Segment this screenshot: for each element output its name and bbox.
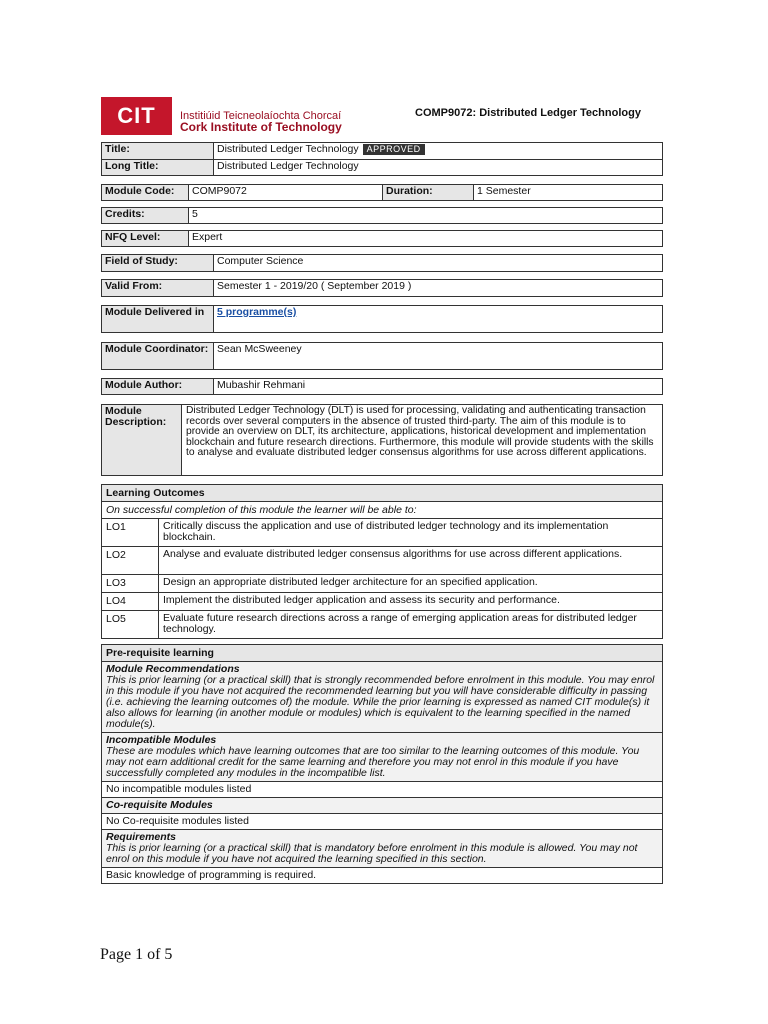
- description-value: Distributed Ledger Technology (DLT) is used for processing, validating and authenticating transaction records over several computers in the absence of trusted third-party. The aim of this module is to provide an overview on DLT, its architecture, applications, historical development and implementation blockchain and future research directions. Furthermore, this module will provide students with the skills to analyse and evaluate distributed ledger consensus algorithms for use across different applications.: [186, 405, 654, 458]
- lo-row: [102, 547, 662, 575]
- learning-outcomes-intro: On successful completion of this module the learner will be able to:: [102, 502, 662, 519]
- recommendations-block: [102, 662, 662, 733]
- recommendations-body: This is prior learning (or a practical skill) that is strongly recommended before enrolment in this module. You may enrol in this module if you have not acquired the recommended learning but you will have considerable difficulty in passing (i.e. achieving the learning outcomes of) the module. While the prior learning is expressed as named CIT module(s) it also allows for learning (in another module or modules) which is equivalent to the learning specified in the named module(s).: [106, 674, 655, 730]
- coordinator-value: Sean McSweeney: [217, 343, 302, 355]
- nfq-row: [101, 230, 663, 247]
- prerequisites-heading: Pre-requisite learning: [102, 645, 662, 662]
- author-row: [101, 378, 663, 395]
- nfq-value: Expert: [192, 231, 223, 243]
- description-label: Module Description:: [102, 405, 182, 475]
- requirements-value: Basic knowledge of programming is required.: [106, 869, 317, 881]
- field-of-study-row: [101, 254, 663, 272]
- field-of-study-label: Field of Study:: [102, 255, 214, 271]
- lo-row: [102, 575, 662, 593]
- status-badge: APPROVED: [363, 144, 425, 155]
- institution-name-english: Cork Institute of Technology: [180, 120, 342, 134]
- lo-code: LO5: [102, 611, 159, 638]
- field-of-study-value: Computer Science: [217, 255, 304, 267]
- institution-name-irish: Institiúid Teicneolaíochta Chorcaí: [180, 110, 342, 122]
- lo-code: LO1: [102, 519, 159, 546]
- long-title-value: Distributed Ledger Technology: [217, 159, 359, 172]
- duration-value: 1 Semester: [477, 185, 531, 197]
- lo-text: Evaluate future research directions across a range of emerging application areas for distributed ledger technology.: [163, 612, 637, 635]
- author-label: Module Author:: [102, 379, 214, 394]
- title-block: [101, 142, 663, 176]
- coordinator-row: [101, 342, 663, 370]
- duration-label: Duration:: [382, 185, 474, 200]
- lo-text: Implement the distributed ledger application and assess its security and performance.: [163, 594, 560, 606]
- credits-label: Credits:: [102, 208, 189, 223]
- lo-text: Analyse and evaluate distributed ledger consensus algorithms for use across different applications.: [163, 548, 623, 560]
- recommendations-title: Module Recommendations: [106, 663, 240, 675]
- cit-logo: CIT: [101, 97, 172, 135]
- requirements-title: Requirements: [106, 831, 177, 843]
- author-value: Mubashir Rehmani: [217, 379, 306, 391]
- lo-row: [102, 519, 662, 547]
- programmes-link[interactable]: 5 programme(s): [217, 306, 297, 318]
- institution-name: [180, 111, 342, 133]
- corequisite-block: [102, 798, 662, 814]
- long-title-label: Long Title:: [102, 160, 214, 175]
- module-code-label: Module Code:: [102, 185, 189, 200]
- page-number: Page 1 of 5: [100, 946, 173, 963]
- module-code-value: COMP9072: [192, 185, 247, 197]
- incompatible-value: No incompatible modules listed: [102, 782, 662, 798]
- lo-code: LO4: [102, 593, 159, 610]
- lo-code: LO3: [102, 575, 159, 592]
- corequisite-value: No Co-requisite modules listed: [102, 814, 662, 830]
- requirements-body: This is prior learning (or a practical skill) that is mandatory before enrolment in this module is allowed. You may not enrol on this module if you have not acquired the learning specified in this section.: [106, 842, 638, 865]
- delivered-in-label: Module Delivered in: [102, 306, 214, 332]
- lo-row: [102, 593, 662, 611]
- credits-row: [101, 207, 663, 224]
- description-row: [101, 404, 663, 476]
- valid-from-row: [101, 279, 663, 297]
- valid-from-value: Semester 1 - 2019/20 ( September 2019 ): [217, 280, 412, 292]
- document-title: COMP9072: Distributed Ledger Technology: [415, 107, 641, 119]
- learning-outcomes-heading: Learning Outcomes: [102, 485, 662, 502]
- title-text: Distributed Ledger Technology: [217, 143, 359, 155]
- delivered-in-row: [101, 305, 663, 333]
- valid-from-label: Valid From:: [102, 280, 214, 296]
- credits-value: 5: [192, 208, 198, 220]
- requirements-block: [102, 830, 662, 868]
- lo-row: [102, 611, 662, 638]
- nfq-label: NFQ Level:: [102, 231, 189, 246]
- lo-code: LO2: [102, 547, 159, 574]
- lo-text: Critically discuss the application and use of distributed ledger technology and its implementation blockchain.: [163, 520, 609, 543]
- title-label: Title:: [102, 143, 214, 159]
- lo-text: Design an appropriate distributed ledger architecture for an specified application.: [163, 576, 538, 588]
- title-value: [214, 143, 662, 159]
- incompatible-title: Incompatible Modules: [106, 734, 217, 746]
- prerequisites-section: [101, 644, 663, 884]
- corequisite-title: Co-requisite Modules: [106, 799, 213, 811]
- incompatible-block: [102, 733, 662, 782]
- incompatible-body: These are modules which have learning outcomes that are too similar to the learning outcomes of this module. You may not earn additional credit for the same learning and therefore you may not enrol in this module if you have successfully completed any modules in the incompatible list.: [106, 745, 640, 779]
- module-code-row: [101, 184, 663, 201]
- coordinator-label: Module Coordinator:: [102, 343, 214, 369]
- learning-outcomes-section: [101, 484, 663, 639]
